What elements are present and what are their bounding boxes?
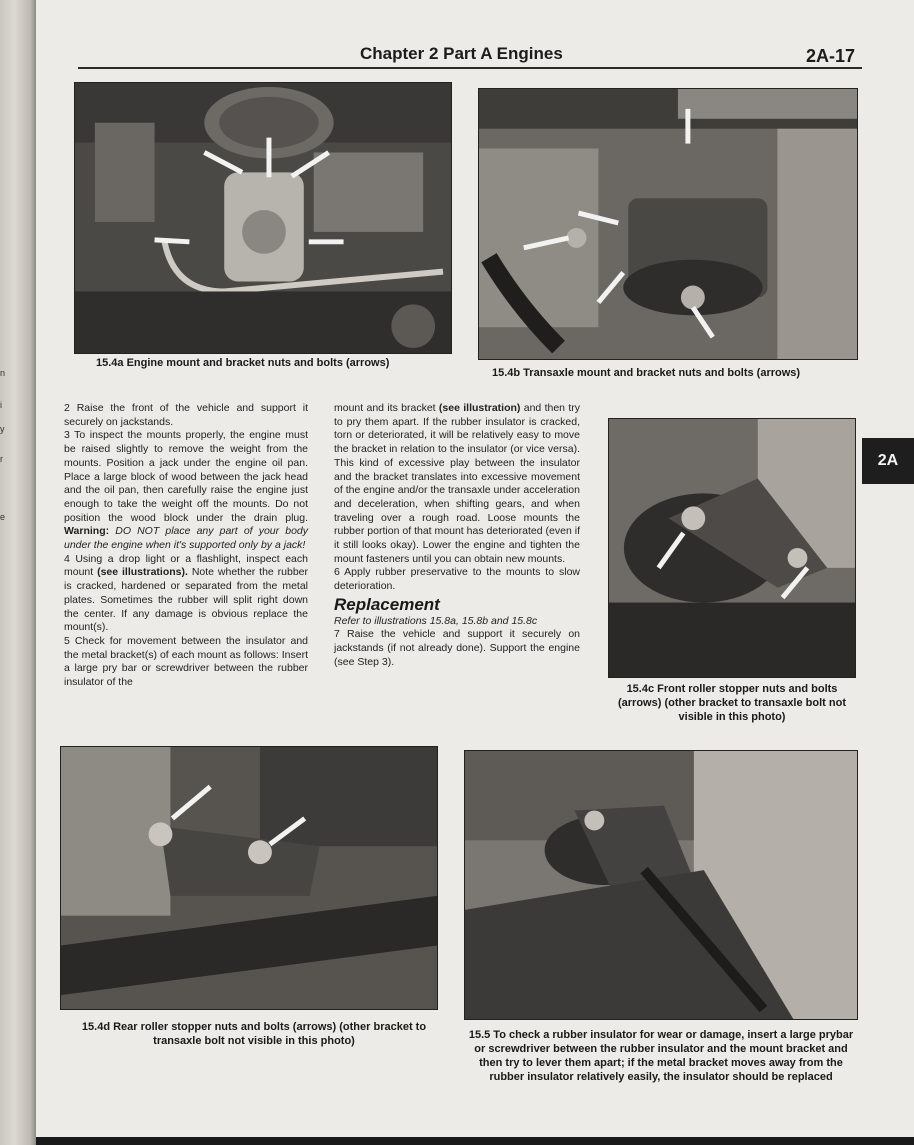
- paragraph-3-text: 3 To inspect the mounts properly, the engine must be raised slightly to remove the weight from the mounts. Position a jack under the engine oil pan. Place a large block of wood between the jack head and the oil pan, then carefully raise the engine just enough to take the weight off the mounts. Do not position the wood block under the drain plug.: [64, 429, 308, 524]
- caption-15-5: 15.5 To check a rubber insulator for wear or damage, insert a large prybar or screwdriver between the rubber insulator and the mount bracket and then try to lever them apart; if the metal bracket moves away from the rubber insulator relatively easily, the insulator should be replaced: [468, 1029, 854, 1083]
- caption-15-4d: 15.4d Rear roller stopper nuts and bolts (arrows) (other bracket to transaxle bolt not visible in this photo): [81, 1021, 427, 1047]
- paragraph-6: 6 Apply rubber preservative to the mounts to slow deterioration.: [334, 566, 580, 593]
- warning-label: Warning:: [64, 525, 110, 538]
- text-column-1: [64, 402, 308, 690]
- paragraph-5-cont: [334, 402, 580, 566]
- paragraph-3: [64, 429, 308, 552]
- engine-mount-image: [75, 83, 451, 353]
- binding-mark: i: [0, 400, 2, 410]
- page-number: 2A-17: [806, 46, 856, 66]
- photo-15-4b: [478, 88, 858, 360]
- page-bottom-edge: [36, 1137, 914, 1145]
- section-title-replacement: Replacement: [334, 594, 440, 614]
- chapter-title: Chapter 2 Part A Engines: [360, 44, 563, 63]
- illustration-ref: (see illustrations).: [97, 566, 188, 579]
- warning-text: DO NOT place any part of your body under the engine when it's supported only by a jack!: [64, 525, 308, 552]
- photo-15-4c: [608, 418, 856, 678]
- paragraph-7: 7 Raise the vehicle and support it securely on jackstands (if not already done). Support the engine (see Step 3).: [334, 628, 580, 668]
- caption-15-4a: 15.4a Engine mount and bracket nuts and bolts (arrows): [96, 357, 390, 369]
- photo-15-5: [464, 750, 858, 1020]
- section-tab: 2A: [862, 438, 914, 484]
- illustration-ref-2: (see illustration): [438, 402, 521, 414]
- paragraph-5-cont-text: mount and its bracket: [334, 402, 436, 414]
- transaxle-mount-image: [479, 89, 857, 359]
- paragraph-5: 5 Check for movement between the insulator and the metal bracket(s) of each mount as follows: Insert a large pry bar or screwdriver between the rubber insulator of the: [64, 634, 308, 689]
- binding-mark: y: [0, 424, 5, 434]
- binding-mark: n: [0, 368, 6, 378]
- photo-15-4a: [74, 82, 452, 354]
- text-column-2: [334, 402, 580, 669]
- page-binding: [0, 0, 36, 1145]
- header-rule: [78, 67, 862, 69]
- paragraph-4-text-2: Note whether the rubber is cracked, hardened or separated from the metal plates. Sometimes the rubber will split right down the center. If any damage is obvious replace the mount(s).: [64, 566, 309, 634]
- caption-15-4c: 15.4c Front roller stopper nuts and bolts (arrows) (other bracket to transaxle bolt not visible in this photo): [618, 683, 846, 723]
- paragraph-2: 2 Raise the front of the vehicle and support it securely on jackstands.: [64, 402, 308, 428]
- insulator-check-image: [465, 751, 857, 1019]
- binding-mark: e: [0, 512, 6, 522]
- caption-15-4b: 15.4b Transaxle mount and bracket nuts and bolts (arrows): [492, 367, 801, 379]
- binding-mark: r: [0, 454, 3, 464]
- paragraph-5-cont-text-2: and then try to pry them apart. If the rubber insulator is cracked, torn or deteriorated, it will be relatively easy to move the bracket in relation to the insulator (or vice versa). This kind of excessive play between the insulator and the bracket translates into excessive movement of the engine and/or the transaxle under acceleration and deceleration, when shifting gears, and when traveling over a rough road. Loose mounts the rubber portion of that mount has deteriorated (even if it still looks okay). Lower the engine and tighten the mount fasteners until you can obtain new mounts.: [334, 402, 581, 565]
- paragraph-4-text: 4 Using a drop light or a flashlight, inspect each mount: [64, 552, 308, 579]
- photo-15-4d: [60, 746, 438, 1010]
- refer-to-illustrations: Refer to illustrations 15.8a, 15.8b and 15.8c: [334, 614, 538, 627]
- paragraph-4: [64, 553, 308, 635]
- front-roller-stopper-image: [609, 419, 855, 677]
- rear-roller-stopper-image: [61, 747, 437, 1009]
